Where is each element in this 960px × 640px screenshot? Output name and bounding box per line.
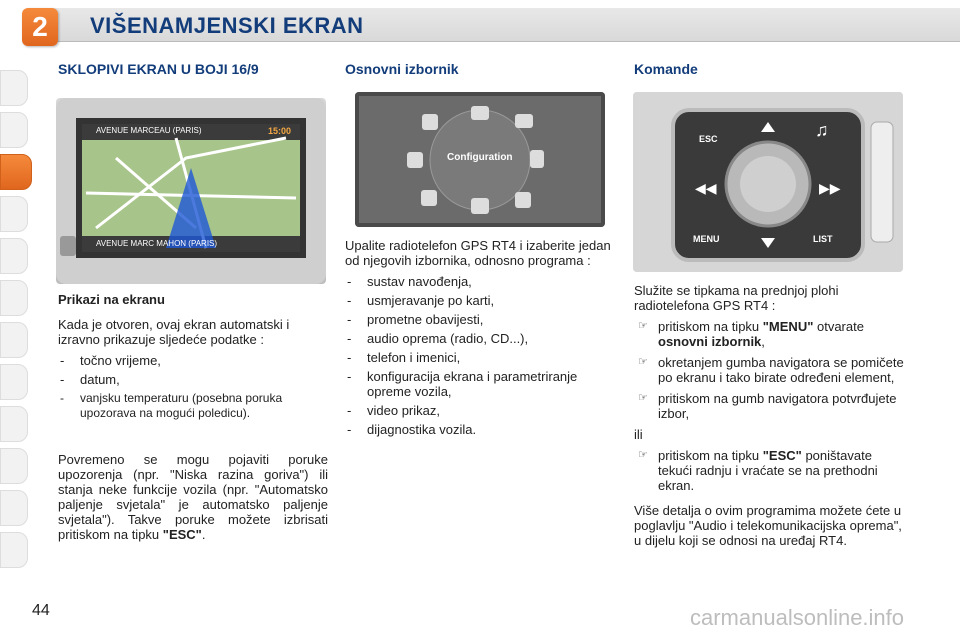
left-list (58, 353, 328, 421)
folding-screen-image (56, 98, 326, 284)
list-item: - datum, (58, 372, 328, 387)
bullet-text: okretanjem gumba navigatora se pomičete po ekranu i tako birate određeni element, (658, 355, 904, 385)
hand-pointer-icon: ☞ (638, 356, 648, 368)
right-list-2 (634, 448, 904, 493)
list-item (634, 391, 904, 421)
list-item: - prometne obavijesti, (345, 312, 617, 327)
list-item: - dijagnostika vozila. (345, 422, 617, 437)
left-column (58, 62, 328, 77)
list-button[interactable]: LIST (813, 234, 833, 244)
chapter-tab[interactable] (0, 280, 28, 316)
music-note-icon[interactable]: ♫ (815, 120, 829, 140)
watermark: carmanualsonline.info (690, 605, 905, 630)
left-heading: SKLOPIVI EKRAN U BOJI 16/9 (58, 61, 259, 77)
list-item (634, 319, 904, 349)
chapter-tab[interactable] (0, 406, 28, 442)
chapter-tab[interactable] (0, 322, 28, 358)
chapter-tab[interactable] (0, 448, 28, 484)
list-item: - usmjeravanje po karti, (345, 293, 617, 308)
chapter-tab[interactable] (0, 532, 28, 568)
esc-button[interactable]: ESC (699, 134, 718, 144)
controls-panel-image (633, 92, 903, 272)
middle-text (345, 238, 617, 441)
chapter-tab[interactable] (0, 112, 28, 148)
list-item: - audio oprema (radio, CD...), (345, 331, 617, 346)
menu-center-label: Configuration (447, 152, 513, 163)
forward-icon[interactable]: ▶▶ (819, 180, 841, 196)
list-item: - točno vrijeme, (58, 353, 328, 368)
list-item: - konfiguracija ekrana i parametriranje opreme vozila, (345, 369, 617, 399)
right-outro: Više detalja o ovim programima možete ćete u poglavlju "Audio i telekomunikacijska oprema", u dijelu koji se odnosi na uređaj RT4. (634, 503, 902, 548)
list-item: - vanjsku temperaturu (posebna poruka upozorava na mogući poledicu). (58, 391, 328, 421)
or-text: ili (634, 427, 643, 442)
chapter-tab[interactable] (0, 196, 28, 232)
page-header (0, 0, 960, 50)
bullet-text: pritiskom na tipku (658, 319, 763, 334)
list-item: - sustav navođenja, (345, 274, 617, 289)
menu-button[interactable]: MENU (693, 234, 720, 244)
right-intro: Služite se tipkama na prednjoj plohi radiotelefona GPS RT4 : (634, 283, 839, 313)
middle-list (345, 274, 617, 437)
screen-street-bottom: AVENUE MARC MAHON (PARIS) (96, 239, 218, 248)
page-title: VIŠENAMJENSKI EKRAN (90, 13, 364, 38)
screen-time: 15:00 (268, 126, 292, 136)
chapter-tab[interactable] (0, 490, 28, 526)
list-item: - video prikaz, (345, 403, 617, 418)
note-text: Povremeno se mogu pojaviti poruke upozorenja (npr. "Niska razina goriva") ili stanja neke funkcije vozila (npr. "Automatsko paljenje svjetala" je automatsko paljenje svjetala"). Takve poruke možete izbrisati pritiskom na tipku (58, 452, 328, 542)
chapter-tab[interactable] (0, 364, 28, 400)
left-note (58, 452, 328, 542)
right-text (634, 283, 904, 554)
main-menu-key: osnovni izbornik (658, 334, 762, 349)
right-list (634, 319, 904, 421)
right-heading: Komande (634, 61, 698, 77)
middle-intro: Upalite radiotelefon GPS RT4 i izaberite jedan od njegovih izbornika, odnosno programa : (345, 238, 611, 268)
bullet-text: pritiskom na gumb navigatora potvrđujete izbor, (658, 391, 897, 421)
middle-heading: Osnovni izbornik (345, 61, 459, 77)
page-number: 44 (32, 602, 50, 619)
bullet-end: , (761, 334, 765, 349)
screen-street-top: AVENUE MARCEAU (PARIS) (96, 126, 202, 135)
left-subheading: Prikazi na ekranu (58, 292, 165, 307)
rewind-icon[interactable]: ◀◀ (695, 180, 717, 196)
list-item (634, 448, 904, 493)
list-item (634, 355, 904, 385)
middle-column (345, 62, 615, 77)
note-esc-key: "ESC" (162, 527, 202, 542)
right-column (634, 62, 904, 77)
menu-key: "MENU" (762, 319, 814, 334)
bullet-text: poništavate tekući radnju i vraćate se na prethodni ekran. (658, 448, 878, 493)
hand-pointer-icon: ☞ (638, 449, 648, 461)
chapter-tabs (0, 70, 36, 580)
bullet-text: otvarate (813, 319, 864, 334)
chapter-number-badge: 2 (22, 8, 58, 46)
left-intro: Kada je otvoren, ovaj ekran automatski i izravno prikazuje sljedeće podatke : (58, 317, 290, 347)
hand-pointer-icon: ☞ (638, 320, 648, 332)
bullet-text: pritiskom na tipku (658, 448, 763, 463)
main-menu-image (355, 92, 605, 227)
chapter-tab[interactable] (0, 238, 28, 274)
hand-pointer-icon: ☞ (638, 392, 648, 404)
chapter-tab-active[interactable] (0, 154, 32, 190)
left-text (58, 292, 328, 425)
list-item: - telefon i imenici, (345, 350, 617, 365)
esc-key: "ESC" (762, 448, 802, 463)
chapter-tab[interactable] (0, 70, 28, 106)
note-end: . (201, 527, 206, 542)
